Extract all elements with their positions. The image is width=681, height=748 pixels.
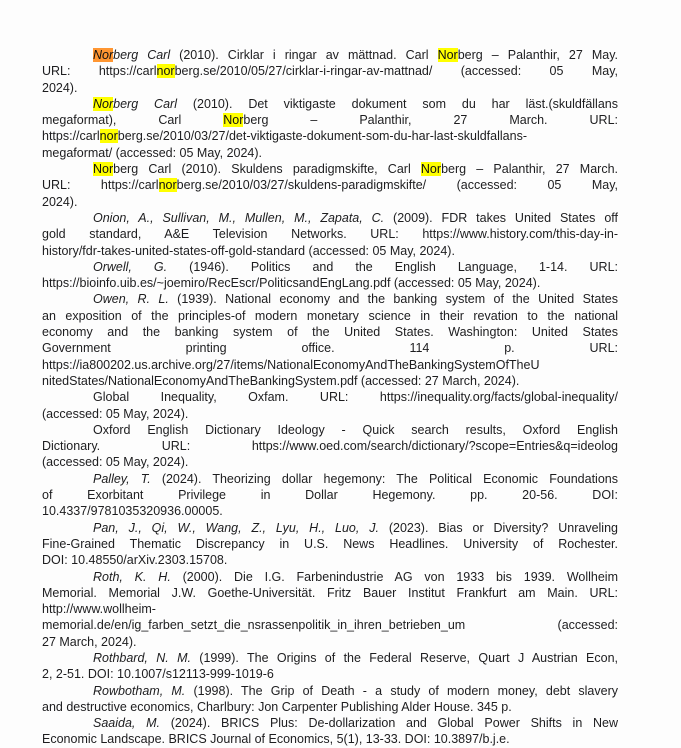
reference-entry xyxy=(42,161,618,210)
reference-line xyxy=(42,96,618,112)
reference-line xyxy=(42,438,618,454)
text-segment: berg – Palanthir, 27 May. xyxy=(457,48,618,62)
text-segment: berg Carl (2010). Skuldens paradigmskifte, Carl xyxy=(113,162,421,177)
text-segment: Orwell, G. xyxy=(93,259,168,274)
text-segment: Fine-Grained Thematic Discrepancy in U.S. News Headlines. University of Rochester. xyxy=(42,536,618,551)
reference-line xyxy=(42,601,618,617)
reference-line xyxy=(42,63,618,79)
reference-entry xyxy=(42,569,618,650)
text-segment: (2010). Det viktigaste dokument som du har läst.(skuldfällans xyxy=(176,96,618,111)
text-segment: (accessed: 05 May, 2024). xyxy=(42,406,189,421)
find-match-yellow: Nor xyxy=(93,162,114,177)
text-segment: (2009). FDR takes United States off xyxy=(384,210,618,225)
text-segment: megaformat), Carl xyxy=(42,113,224,128)
reference-entry xyxy=(42,520,618,569)
reference-line xyxy=(42,683,618,699)
reference-line xyxy=(42,520,618,536)
text-segment: Rothbard, N. M. xyxy=(93,650,191,665)
reference-entry xyxy=(42,291,618,389)
reference-line xyxy=(42,145,618,161)
text-segment: berg.se/2010/03/27/det-viktigaste-dokument-som-du-har-last-skuldfallans- xyxy=(117,129,527,144)
text-segment: 27 March, 2024). xyxy=(42,634,137,649)
reference-line xyxy=(42,666,618,682)
text-segment: (1999). The Origins of the Federal Reserve, Quart J Austrian Econ, xyxy=(190,650,618,665)
find-match-yellow: Nor xyxy=(420,162,442,177)
reference-line xyxy=(42,406,618,422)
text-segment: berg.se/2010/03/27/skuldens-paradigmskifte/ (accessed: 05 May, xyxy=(176,178,618,193)
text-segment: Palley, T. xyxy=(93,471,151,486)
reference-line xyxy=(42,650,618,666)
text-segment: Saaida, M. xyxy=(93,716,160,731)
reference-entry xyxy=(42,650,618,683)
reference-entry xyxy=(42,471,618,520)
reference-entry xyxy=(42,389,618,422)
reference-line xyxy=(42,47,618,63)
reference-entry xyxy=(42,210,618,259)
text-segment: Owen, R. L. xyxy=(93,292,169,307)
reference-line xyxy=(42,357,618,373)
text-segment: an exposition of the principles-of modern monetary science in their revation to the national xyxy=(42,308,618,323)
text-segment: https://ia800202.us.archive.org/27/items/NationalEconomyAndTheBankingSystemOfTheU xyxy=(42,357,540,372)
text-segment: Dictionary. URL: https://www.oed.com/search/dictionary/?scope=Entries&q=ideolog xyxy=(42,439,618,454)
text-segment: (1998). The Grip of Death - a study of modern money, debt slavery xyxy=(185,683,618,698)
text-segment: berg – Palanthir, 27 March. xyxy=(441,162,618,177)
text-segment: berg – Palanthir, 27 March. URL: xyxy=(243,113,618,128)
text-segment: Onion, A., Sullivan, M., Mullen, M., Zapata, C. xyxy=(93,210,385,225)
reference-line xyxy=(42,80,618,96)
text-segment: of Exorbitant Privilege in Dollar Hegemony. pp. 20-56. DOI: xyxy=(42,488,618,503)
text-segment: (2010). Cirklar i ringar av mättnad. Carl xyxy=(170,48,438,62)
text-segment: economy and the banking system of the United States. Washington: United States xyxy=(42,325,618,340)
text-segment: berg Carl xyxy=(113,96,177,111)
find-match-yellow: nor xyxy=(99,129,118,144)
text-segment: 10.4337/9781035320936.00005. xyxy=(42,504,223,519)
reference-line xyxy=(42,585,618,601)
text-segment: Government printing office. 114 p. URL: xyxy=(42,341,618,356)
text-segment: Oxford English Dictionary Ideology - Quick search results, Oxford English xyxy=(93,422,618,437)
reference-line xyxy=(42,536,618,552)
reference-line xyxy=(42,243,618,259)
reference-line xyxy=(42,634,618,650)
text-segment: (accessed: 05 May, 2024). xyxy=(42,455,189,470)
text-segment: Memorial. Memorial J.W. Goethe-Universität. Fritz Bauer Institut Frankfurt am Main. URL: xyxy=(42,585,618,600)
text-segment: (2024). BRICS Plus: De-dollarization and Global Power Shifts in New xyxy=(160,716,618,731)
text-segment: history/fdr-takes-united-states-off-gold-standard (accessed: 05 May, 2024). xyxy=(42,243,455,258)
reference-line xyxy=(42,731,618,747)
find-match-orange: Nor xyxy=(93,48,114,62)
text-segment: Economic Landscape. BRICS Journal of Economics, 5(1), 13-33. DOI: 10.3897/b.j.e. xyxy=(42,732,510,747)
reference-entry xyxy=(42,96,618,161)
reference-line xyxy=(42,226,618,242)
find-match-yellow: Nor xyxy=(93,96,114,111)
reference-line xyxy=(42,161,618,177)
text-segment: URL: https://carl xyxy=(42,178,159,193)
text-segment: DOI: 10.48550/arXiv.2303.15708. xyxy=(42,553,228,568)
reference-line xyxy=(42,422,618,438)
reference-line xyxy=(42,569,618,585)
reference-line xyxy=(42,389,618,405)
reference-line xyxy=(42,503,618,519)
text-segment: Rowbotham, M. xyxy=(93,683,186,698)
reference-line xyxy=(42,194,618,210)
text-segment: 2, 2-51. DOI: 10.1007/s12113-999-1019-6 xyxy=(42,667,274,682)
reference-line xyxy=(42,454,618,470)
text-segment: https://carl xyxy=(42,129,100,144)
reference-line xyxy=(42,715,618,731)
reference-line xyxy=(42,259,618,275)
text-segment: https://bioinfo.uib.es/~joemiro/RecEscr/PoliticsandEngLang.pdf (accessed: 05 May, 2024). xyxy=(42,276,541,291)
text-segment: (2024). Theorizing dollar hegemony: The Political Economic Foundations xyxy=(150,471,618,486)
reference-entry xyxy=(42,683,618,716)
reference-line xyxy=(42,128,618,144)
reference-line xyxy=(42,471,618,487)
text-segment: Pan, J., Qi, W., Wang, Z., Lyu, H., Luo, J. xyxy=(93,520,379,535)
reference-line xyxy=(42,324,618,340)
text-segment: URL: https://carl xyxy=(42,64,157,79)
find-match-yellow: nor xyxy=(156,64,175,79)
text-segment: and destructive economics, Charlbury: Jon Carpenter Publishing Alder House. 345 p. xyxy=(42,699,512,714)
reference-line xyxy=(42,291,618,307)
reference-line xyxy=(42,340,618,356)
reference-line xyxy=(42,617,618,633)
reference-line xyxy=(42,177,618,193)
text-segment: memorial.de/en/ig_farben_setzt_die_nsrassenpolitik_in_ihren_betrieben_um (accessed: xyxy=(42,618,618,633)
reference-line xyxy=(42,308,618,324)
references-page xyxy=(42,47,618,748)
text-segment: (2023). Bias or Diversity? Unraveling xyxy=(378,520,618,535)
reference-line xyxy=(42,112,618,128)
text-segment: (1946). Politics and the English Language, 1-14. URL: xyxy=(167,259,618,274)
text-segment: Roth, K. H. xyxy=(93,569,171,584)
text-segment: berg Carl xyxy=(113,48,171,62)
text-segment: (1939). National economy and the banking system of the United States xyxy=(168,292,618,307)
text-segment: berg.se/2010/05/27/cirklar-i-ringar-av-mattnad/ (accessed: 05 May, xyxy=(174,64,618,79)
reference-entry xyxy=(42,715,618,748)
find-match-yellow: Nor xyxy=(223,113,244,128)
text-segment: nitedStates/NationalEconomyAndTheBankingSystem.pdf (accessed: 27 March, 2024). xyxy=(42,373,520,388)
text-segment: 2024). xyxy=(42,80,78,95)
reference-line xyxy=(42,699,618,715)
find-match-yellow: Nor xyxy=(437,48,458,62)
find-match-yellow: nor xyxy=(158,178,177,193)
text-segment: Global Inequality, Oxfam. URL: https://inequality.org/facts/global-inequality/ xyxy=(93,390,618,405)
reference-line xyxy=(42,552,618,568)
reference-entry xyxy=(42,259,618,292)
reference-line xyxy=(42,275,618,291)
text-segment: (2000). Die I.G. Farbenindustrie AG von 1933 bis 1939. Wollheim xyxy=(170,569,618,584)
text-segment: megaformat/ (accessed: 05 May, 2024). xyxy=(42,145,263,160)
text-segment: 2024). xyxy=(42,194,78,209)
reference-line xyxy=(42,210,618,226)
reference-line xyxy=(42,487,618,503)
reference-entry xyxy=(42,47,618,96)
text-segment: gold standard, A&E Television Networks. URL: https://www.history.com/this-day-in- xyxy=(42,227,618,242)
text-segment: http://www.wollheim- xyxy=(42,602,156,617)
reference-line xyxy=(42,373,618,389)
reference-entry xyxy=(42,422,618,471)
